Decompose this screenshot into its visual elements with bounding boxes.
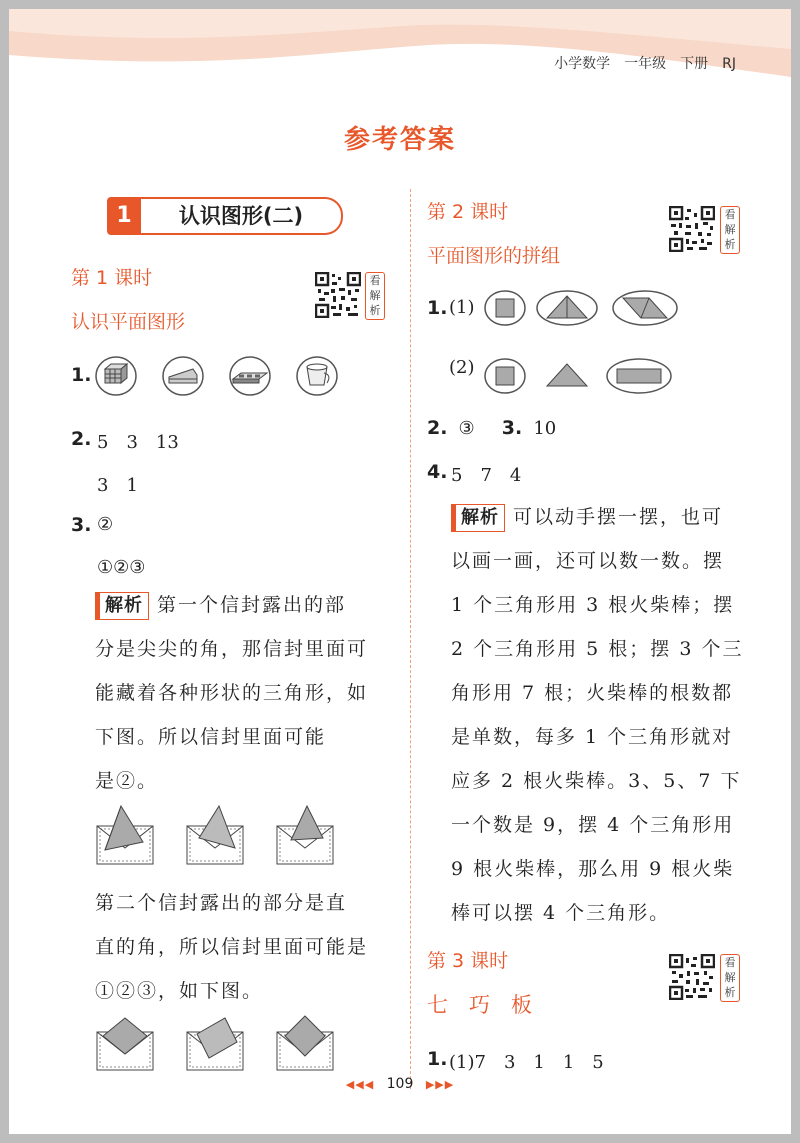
question-number: 2. [427, 417, 448, 439]
bucket-icon [297, 357, 337, 395]
page [9, 9, 791, 1134]
envelope-icon [97, 806, 153, 864]
unit-title: 认识图形(二) [141, 197, 343, 235]
qr-label: 看解析 [720, 954, 740, 1002]
analysis-line: 是②。 [95, 770, 159, 792]
analysis-line: ①②③，如下图。 [95, 980, 264, 1002]
answer-text: ①②③ [97, 557, 146, 578]
answer-text: (1)7 3 1 1 5 [449, 1052, 604, 1073]
unit-badge [107, 197, 347, 235]
question-number: 3. [501, 417, 523, 439]
analysis-line: 棒可以摆 4 个三角形。 [451, 902, 671, 924]
analysis-line: 应多 2 根火柴棒。3、5、7 下 [451, 770, 742, 792]
envelope-icon [187, 1018, 243, 1070]
analysis-line: 以画一画，还可以数一数。摆 [451, 550, 725, 572]
question-number: 1. [71, 364, 92, 386]
analysis-line: 能藏着各种形状的三角形，如 [95, 682, 369, 704]
lesson-2-subheading: 平面图形的拼组 [427, 245, 561, 267]
lesson-1-subheading: 认识平面图形 [71, 311, 186, 333]
triangle-icon [547, 364, 587, 386]
sub-question-label: (2) [449, 357, 475, 378]
envelope-icon [277, 1016, 333, 1070]
running-head: 小学数学 一年级 下册 RJ [554, 56, 736, 72]
q1-part1-shapes [483, 288, 683, 328]
analysis-line: 直的角，所以信封里面可能是 [95, 936, 369, 958]
qr-code-icon[interactable] [669, 206, 715, 252]
next-arrows-icon: ▶▶▶ [425, 1078, 455, 1091]
tray-icon [230, 357, 270, 395]
question-number: 2. [71, 428, 92, 450]
analysis-line: 一个数是 9，摆 4 个三角形用 [451, 814, 735, 836]
question-number: 1. [427, 297, 448, 319]
cube-icon [96, 357, 136, 395]
answer-text: 5 3 13 [97, 432, 179, 453]
qr-code-icon[interactable] [669, 954, 715, 1000]
sub-question-label: (1) [449, 297, 475, 318]
q1-option-images [95, 355, 345, 397]
qr-label: 看解析 [720, 206, 740, 254]
page-title: 参考答案 [343, 125, 456, 155]
answer-text: ② [97, 514, 114, 535]
analysis-line: 是单数，每多 1 个三角形就对 [451, 726, 734, 748]
analysis-block-2 [95, 881, 395, 1013]
square-option-icon [485, 359, 525, 393]
analysis-line: 第二个信封露出的部分是直 [95, 892, 348, 914]
square-option-icon [485, 291, 525, 325]
parallelogram-option-icon [613, 291, 677, 325]
cake-icon [163, 357, 203, 395]
q1-part2-shapes [483, 356, 683, 396]
analysis-line: 解析 可以动手摆一摆，也可 [451, 495, 761, 539]
analysis-tag: 解析 [451, 504, 505, 532]
question-number: 1. [427, 1048, 448, 1070]
analysis-tag: 解析 [95, 592, 149, 620]
analysis-line: 下图。所以信封里面可能 [95, 726, 327, 748]
question-number: 3. [71, 514, 92, 536]
answer-text: 10 [533, 418, 557, 439]
analysis-block [95, 583, 395, 803]
lesson-2-heading: 第 2 课时 [427, 201, 509, 223]
rectangle-option-icon [607, 359, 671, 393]
envelope-icon [97, 1018, 153, 1070]
qr-code-icon[interactable] [315, 272, 361, 318]
lesson-3-heading: 第 3 课时 [427, 950, 509, 972]
column-divider [410, 189, 411, 1089]
analysis-line: 角形用 7 根；火柴棒的根数都 [451, 682, 734, 704]
unit-number: 1 [107, 197, 141, 235]
lesson-1-heading: 第 1 课时 [71, 267, 153, 289]
answer-text: 3 1 [97, 475, 138, 496]
question-number: 4. [427, 461, 448, 483]
prev-arrows-icon: ◀◀◀ [345, 1078, 375, 1091]
analysis-line: 1 个三角形用 3 根火柴棒；摆 [451, 594, 735, 616]
qr-label: 看解析 [365, 272, 385, 320]
envelope-diagram-triangles [95, 804, 355, 866]
answer-text: ③ [458, 418, 475, 439]
analysis-line: 解析 第一个信封露出的部 [95, 583, 395, 627]
lesson-3-subheading: 七 巧 板 [427, 993, 532, 1017]
answers-2-3 [427, 417, 556, 439]
analysis-line: 9 根火柴棒，那么用 9 根火柴 [451, 858, 735, 880]
envelope-icon [187, 806, 243, 864]
envelope-icon [277, 806, 333, 864]
envelope-diagram-rectangles [95, 1012, 355, 1074]
page-number: 109 [386, 1076, 414, 1092]
analysis-line: 2 个三角形用 5 根；摆 3 个三 [451, 638, 744, 660]
analysis-block [451, 495, 761, 935]
page-footer [9, 1076, 791, 1092]
triangle-option-icon [537, 291, 597, 325]
analysis-line: 分是尖尖的角，那信封里面可 [95, 638, 369, 660]
answer-text: 5 7 4 [451, 465, 522, 486]
